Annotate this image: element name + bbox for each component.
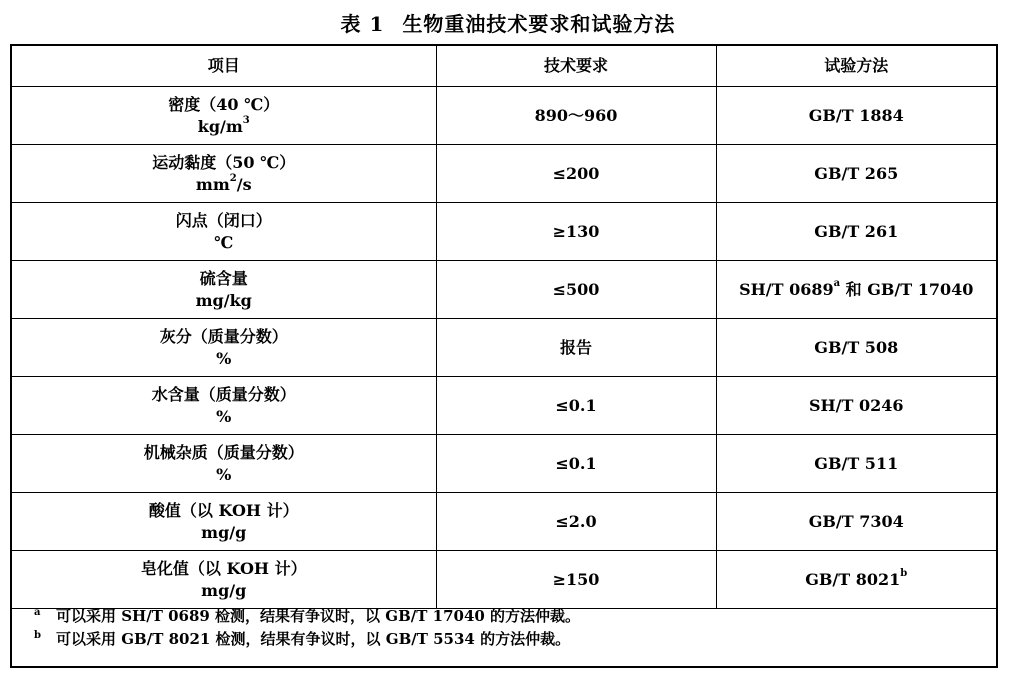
item-name: 灰分（质量分数） (159, 326, 288, 346)
item-name: 硫含量 (199, 268, 248, 288)
table-row (12, 319, 996, 377)
cell-method: GB/T 261 (716, 203, 996, 261)
table-row (12, 145, 996, 203)
cell-requirement: ≤200 (436, 145, 716, 203)
cell-method: GB/T 265 (716, 145, 996, 203)
cell-item (12, 203, 436, 261)
table-body (12, 87, 996, 609)
table-row (12, 203, 996, 261)
table-row (12, 493, 996, 551)
spec-table (12, 46, 996, 609)
table-row (12, 551, 996, 609)
cell-item (12, 87, 436, 145)
cell-item (12, 435, 436, 493)
item-unit: $kg/m^3$ (197, 115, 250, 136)
cell-item (12, 319, 436, 377)
footnote-a (34, 605, 996, 628)
cell-requirement: ≤0.1 (436, 435, 716, 493)
cell-item (12, 377, 436, 435)
item-name: 水含量（质量分数） (151, 384, 296, 404)
table-row (12, 87, 996, 145)
footnote-text: 可以采用 SH/T 0689 检测，结果有争议时，以 GB/T 17040 的方法仲裁。 (56, 607, 581, 625)
footnotes (12, 605, 996, 651)
table-row (12, 435, 996, 493)
header-item: 项目 (12, 46, 436, 87)
item-unit: $mm^2/s$ (195, 173, 252, 194)
footnote-b (34, 628, 996, 651)
item-unit: ℃ (214, 232, 234, 252)
header-requirement: 技术要求 (436, 46, 716, 87)
item-name: 密度（40 ℃） (168, 94, 280, 114)
cell-item (12, 261, 436, 319)
item-unit: % (216, 406, 232, 426)
cell-method: GB/T 1884 (716, 87, 996, 145)
cell-method: GB/T 7304 (716, 493, 996, 551)
item-unit: mg/kg (195, 290, 252, 310)
footnote-mark: b (34, 630, 41, 641)
cell-method: GB/T 508 (716, 319, 996, 377)
item-unit: mg/g (201, 580, 247, 600)
table-row (12, 261, 996, 319)
table-number: 表 1 (340, 12, 385, 36)
item-unit: mg/g (201, 522, 247, 542)
spec-table-container (10, 44, 998, 668)
item-name: 运动黏度（50 ℃） (152, 152, 296, 172)
cell-item (12, 493, 436, 551)
cell-requirement: ≤0.1 (436, 377, 716, 435)
table-title-text: 生物重油技术要求和试验方法 (402, 12, 676, 36)
item-unit: % (216, 348, 232, 368)
cell-requirement: ≤500 (436, 261, 716, 319)
header-method: 试验方法 (716, 46, 996, 87)
cell-method: SH/T 0689$^a$ 和 GB/T 17040 (716, 261, 996, 319)
item-name: 皂化值（以 KOH 计） (140, 558, 307, 578)
cell-requirement: ≥150 (436, 551, 716, 609)
footnote-text: 可以采用 GB/T 8021 检测，结果有争议时，以 GB/T 5534 的方法仲裁。 (56, 630, 571, 648)
item-name: 机械杂质（质量分数） (143, 442, 304, 462)
item-name: 闪点（闭口） (175, 210, 272, 230)
cell-requirement: ≥130 (436, 203, 716, 261)
table-header-row (12, 46, 996, 87)
cell-method: SH/T 0246 (716, 377, 996, 435)
item-unit: % (216, 464, 232, 484)
cell-method: GB/T 511 (716, 435, 996, 493)
footnote-mark: a (34, 607, 41, 618)
item-name: 酸值（以 KOH 计） (148, 500, 299, 520)
cell-requirement: 报告 (436, 319, 716, 377)
cell-item (12, 145, 436, 203)
cell-item (12, 551, 436, 609)
cell-method: GB/T 8021$^b$ (716, 551, 996, 609)
table-title (0, 8, 1016, 37)
cell-requirement: 890～960 (436, 87, 716, 145)
table-row (12, 377, 996, 435)
cell-requirement: ≤2.0 (436, 493, 716, 551)
